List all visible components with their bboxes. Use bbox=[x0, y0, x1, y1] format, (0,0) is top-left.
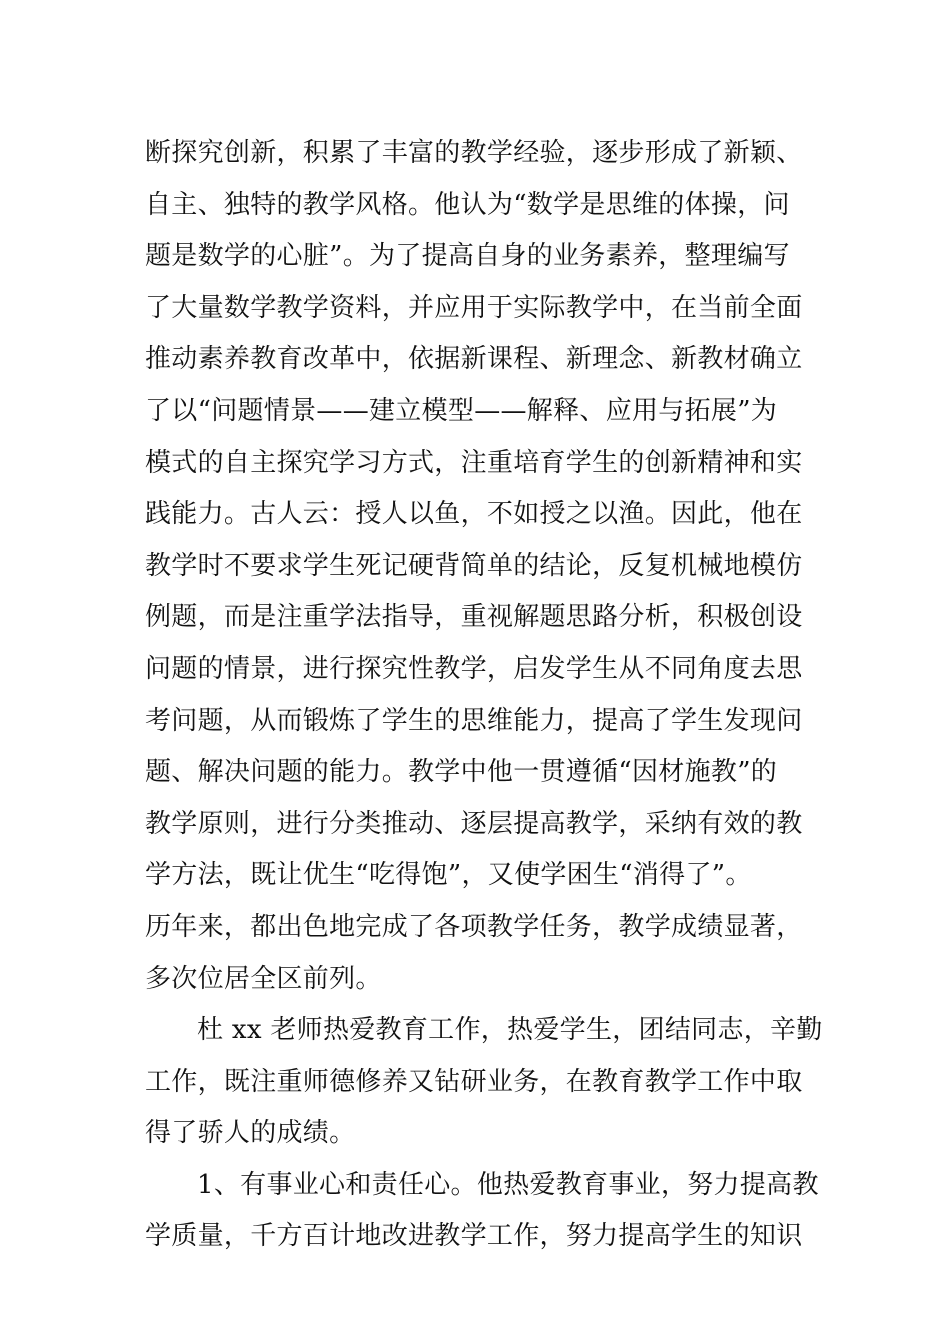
text-line: 自主、独特的教学风格。他认为“数学是思维的体操，问 bbox=[145, 189, 790, 220]
paragraph-start-line: 杜 xx 老师热爱教育工作，热爱学生，团结同志，辛勤 bbox=[197, 1015, 823, 1046]
text-line: 得了骄人的成绩。 bbox=[145, 1118, 356, 1149]
document-body bbox=[145, 128, 823, 1263]
text-line: 推动素养教育改革中，依据新课程、新理念、新教材确立 bbox=[145, 344, 803, 375]
text-line: 工作，既注重师德修养又钻研业务，在教育教学工作中取 bbox=[145, 1066, 803, 1097]
text-line: 践能力。古人云：授人以鱼，不如授之以渔。因此，他在 bbox=[145, 499, 803, 530]
text-line: 断探究创新，积累了丰富的教学经验，逐步形成了新颖、 bbox=[145, 138, 803, 168]
text-line: 题、解决问题的能力。教学中他一贯遵循“因材施教”的 bbox=[145, 757, 778, 788]
text-line: 教学时不要求学生死记硬背简单的结论，反复机械地模仿 bbox=[145, 550, 803, 581]
text-line: 了以“问题情景——建立模型——解释、应用与拓展”为 bbox=[145, 395, 778, 426]
text-line: 学方法，既让优生“吃得饱”，又使学困生“消得了”。 bbox=[145, 860, 752, 891]
text-line: 例题，而是注重学法指导，重视解题思路分析，积极创设 bbox=[145, 602, 803, 633]
text-line: 了大量数学教学资料，并应用于实际教学中，在当前全面 bbox=[145, 292, 803, 323]
text-line: 问题的情景，进行探究性教学，启发学生从不同角度去思 bbox=[145, 653, 803, 684]
text-line: 考问题，从而锻炼了学生的思维能力，提高了学生发现问 bbox=[145, 705, 803, 736]
text-line: 历年来，都出色地完成了各项教学任务，教学成绩显著， bbox=[145, 911, 803, 942]
text-line: 教学原则，进行分类推动、逐层提高教学，采纳有效的教 bbox=[145, 808, 803, 839]
text-line: 模式的自主探究学习方式，注重培育学生的创新精神和实 bbox=[145, 447, 803, 478]
paragraph-start-line: 1、有事业心和责任心。他热爱教育事业，努力提高教 bbox=[197, 1169, 819, 1200]
text-line: 题是数学的心脏”。为了提高自身的业务素养，整理编写 bbox=[145, 241, 790, 272]
text-line: 多次位居全区前列。 bbox=[145, 963, 382, 994]
text-line: 学质量，千方百计地改进教学工作，努力提高学生的知识 bbox=[145, 1221, 803, 1252]
